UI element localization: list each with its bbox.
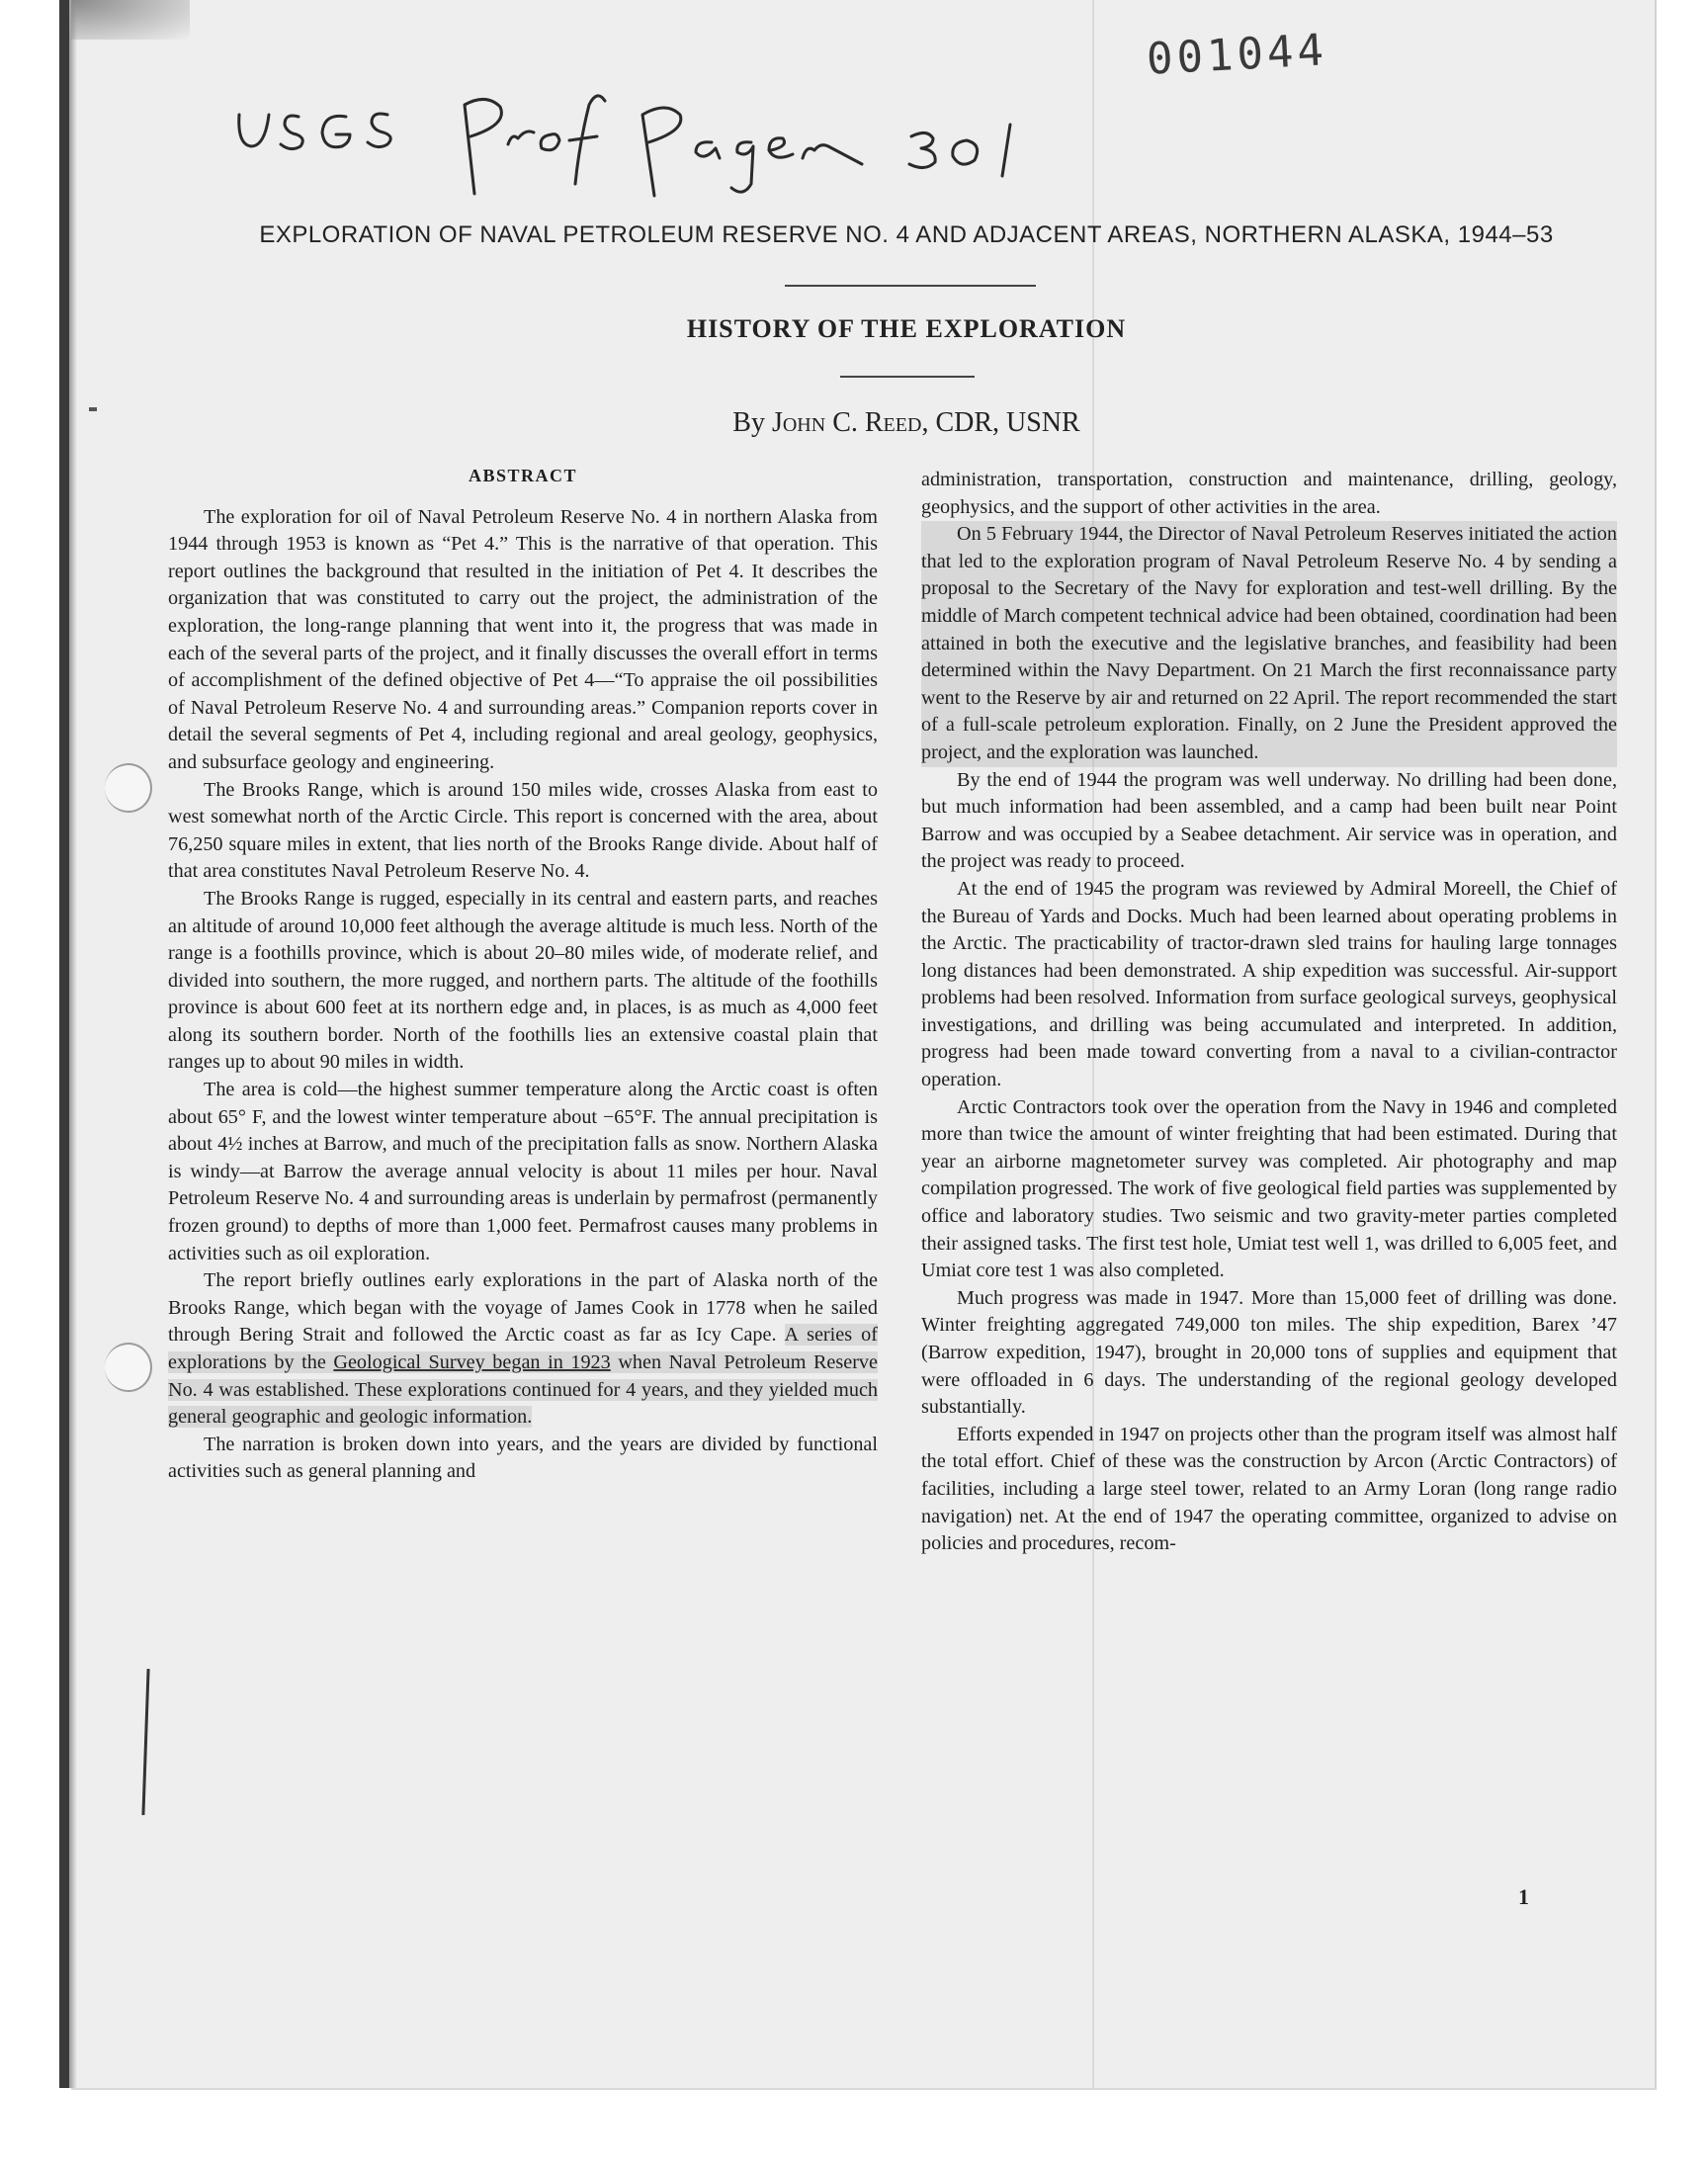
title-rule-top [785,285,1036,287]
text-span: A series of explorations by the [168,1324,878,1373]
paragraph: Much progress was made in 1947. More than 15,000 feet of drilling was done. Winter freighting aggregated 749,000 ton miles. The ship expedition, Barex ’47 (Barrow expedition, 1947), brought in 20,000 tons of supplies and equipment that were offloaded in 6 days. The understanding of the regional geology developed substantially. [921,1286,1617,1419]
binding-shadow [69,0,77,2088]
paragraph: administration, transportation, construction and maintenance, drilling, geology, geophysics, and the support of other activities in the area. [921,469,1617,518]
text-span: The report briefly outlines early explorations in the part of Alaska north of the Brooks Range, which began with the voyage of James Cook in 1778 when he sailed through Bering Strait and followed the Arctic coast as far as Icy Cape. [168,1269,878,1347]
left-column [168,457,878,1486]
page-title: HISTORY OF THE EXPLORATION [686,314,1127,343]
paragraph: At the end of 1945 the program was reviewed by Admiral Moreell, the Chief of the Bureau of Yards and Docks. Much had been learned about operating problems in the Arctic. The practicability of tractor-drawn sled trains for hauling large tonnages long distances had been demonstrated. A ship expedition was successful. Air-support problems had been resolved. Information from surface geological surveys, geophysical investigations, and drilling was being accumulated and interpreted. In addition, progress had been made toward converting from a naval to a civilian-contractor operation. [921,877,1617,1091]
underlined-text: Geological Survey began in 1923 [333,1351,611,1373]
byline [417,407,1396,439]
highlighted-paragraph: On 5 February 1944, the Director of Naval Petroleum Reserves initiated the action that led to the exploration program of Naval Petroleum Reserve No. 4 by sending a proposal to the Secretary of the Navy for exploration and test-well drilling. By the middle of March competent technical advice had been obtained, coordination had been attained in both the executive and the legislative branches, and feasibility had been determined within the Navy Department. On 21 March the first reconnaissance party went to the Reserve by air and returned on 22 April. The report recommended the start of a full-scale petroleum exploration. Finally, on 2 June the President approved the project, and the exploration was launched. [921,521,1617,766]
text-span: when Naval Petroleum Reserve No. 4 was established. These explorations continued for 4 years, and they yielded much general geographic and geologic information. [168,1351,878,1429]
binding-edge [59,0,69,2088]
punch-hole-icon [105,763,152,813]
handwritten-note-usgs-prof-paper-301 [229,85,1119,204]
paragraph: The Brooks Range, which is around 150 miles wide, crosses Alaska from east to west somewhat north of the Arctic Circle. This report is concerned with the area, about 76,250 square miles in extent, that lies north of the Brooks Range divide. About half of that area constitutes Naval Petroleum Reserve No. 4. [168,778,878,883]
paragraph: By the end of 1944 the program was well underway. No drilling had been done, but much information had been assembled, and a camp had been built near Point Barrow and was occupied by a Seabee detachment. Air service was in operation, and the project was ready to proceed. [921,768,1617,873]
scan-smudge [71,0,190,40]
stamp-number: 001044 [1145,25,1329,85]
paragraph: The Brooks Range is rugged, especially in its central and eastern parts, and reaches an altitude of around 10,000 feet although the average altitude is much less. North of the range is a foothills province, which is about 20–80 miles wide, of moderate relief, and divided into southern, the more rugged, and northern parts. The altitude of the foothills province is about 600 feet at its northern edge and, in places, is as much as 4,000 feet along its southern border. North of the foothills lies an extensive coastal plain that ranges up to about 90 miles in width. [168,887,878,1074]
author-suffix: , CDR, USNR [921,407,1080,438]
page-number: 1 [1518,1884,1529,1909]
paragraph [168,1267,878,1432]
series-title: EXPLORATION OF NAVAL PETROLEUM RESERVE NO. 4 AND ADJACENT AREAS, NORTHERN ALASKA, 1944–53 [259,221,1554,248]
punch-hole-icon [105,1343,152,1392]
paragraph: The narration is broken down into years, and the years are divided by functional activities such as general planning and [168,1433,878,1483]
paragraph: The exploration for oil of Naval Petroleum Reserve No. 4 in northern Alaska from 1944 through 1953 is known as “Pet 4.” This is the narrative of that operation. This report outlines the background that resulted in the initiation of Pet 4. It describes the organization that was constituted to carry out the project, the administration of the exploration, the long-range planning that went into it, the progress that was made in each of the several parts of the project, and it finally discusses the overall effort in terms of accomplishment of the defined objective of Pet 4—“To appraise the oil possibilities of Naval Petroleum Reserve No. 4 and surrounding areas.” Companion reports cover in detail the several segments of Pet 4, including regional and areal geology, geophysics, and subsurface geology and engineering. [168,505,878,773]
right-column [921,467,1617,1558]
byline-prefix: By [732,407,772,438]
title-rule-bottom [840,376,975,378]
paragraph: Arctic Contractors took over the operation from the Navy in 1946 and completed more than twice the amount of winter freighting that had been estimated. During that year an airborne magnetometer survey was completed. Air photography and map compilation progressed. The work of five geological field parties was supplemented by office and laboratory studies. Two seismic and two gravity-meter parties completed their assigned tasks. The first test hole, Umiat test well 1, was drilled to 6,005 feet, and Umiat core test 1 was also completed. [921,1095,1617,1282]
paragraph: The area is cold—the highest summer temperature along the Arctic coast is often about 65° F, and the lowest winter temperature about −65°F. The annual precipitation is about 4½ inches at Barrow, and much of the precipitation falls as snow. Northern Alaska is windy—at Barrow the average annual velocity is about 11 miles per hour. Naval Petroleum Reserve No. 4 and surrounding areas is underlain by permafrost (permanently frozen ground) to depths of more than 1,000 feet. Permafrost causes many problems in activities such as oil exploration. [168,1079,878,1264]
abstract-heading: ABSTRACT [468,466,578,485]
paragraph: Efforts expended in 1947 on projects other than the program itself was almost half the total effort. Chief of these was the construction by Arcon (Arctic Contractors) of facilities, including a large steel tower, related to an Army Loran (long range radio navigation) net. At the end of 1947 the operating committee, organized to advise on policies and procedures, recom- [921,1423,1617,1555]
binding-mark [89,407,97,411]
author-name: John C. Reed [771,407,922,438]
